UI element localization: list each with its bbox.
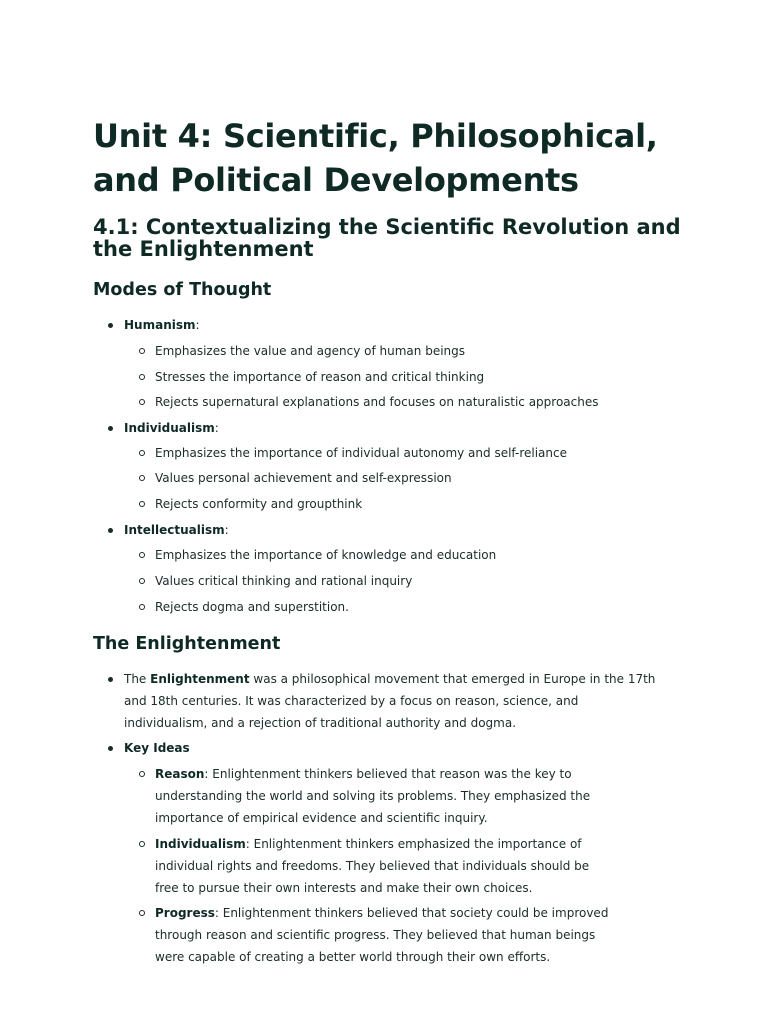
intro-pre-text: The [124, 672, 151, 686]
idea-text: : Enlightenment thinkers believed that reason was the key to understanding the world and solving its problems. They emphasized the importance of empirical evidence and scientific inquiry. [155, 767, 591, 825]
list-subitem: Rejects conformity and groupthink [155, 493, 362, 515]
key-idea-reason [155, 763, 610, 829]
term-humanism: Humanism [124, 318, 196, 332]
list-item-key-ideas [124, 737, 190, 759]
intro-body-text: was a philosophical movement that emerged in Europe in the 17th and 18th centuries. It was characterized by a focus on reason, science, and individualism, and a rejection of traditional authority and dogma. [124, 672, 656, 730]
list-subitem: Values personal achievement and self-expression [155, 467, 452, 489]
list-item-humanism: Humanism: [124, 314, 200, 336]
list-subitem: Stresses the importance of reason and critical thinking [155, 366, 484, 388]
key-ideas-label: Key Ideas [124, 741, 190, 755]
term-intellectualism: Intellectualism [124, 523, 225, 537]
list-subitem: Emphasizes the importance of knowledge and education [155, 544, 496, 566]
term-progress: Progress [155, 906, 215, 920]
key-idea-progress [155, 902, 610, 968]
key-idea-individualism [155, 833, 610, 899]
list-item-enlightenment-intro [124, 668, 659, 734]
term-individualism-idea: Individualism [155, 837, 246, 851]
list-subitem: Values critical thinking and rational inquiry [155, 570, 412, 592]
list-item-individualism: Individualism: [124, 417, 219, 439]
list-subitem: Emphasizes the value and agency of human beings [155, 340, 465, 362]
enlightenment-heading: The Enlightenment [93, 634, 281, 654]
list-subitem: Rejects supernatural explanations and focuses on naturalistic approaches [155, 391, 598, 413]
modes-heading: Modes of Thought [93, 280, 272, 300]
section-heading: 4.1: Contextualizing the Scientific Revolution and the Enlightenment [93, 215, 681, 261]
idea-text: : Enlightenment thinkers emphasized the importance of individual rights and freedoms. They believed that individuals should be free to pursue their own interests and make their own choices. [155, 837, 590, 895]
term-reason: Reason [155, 767, 205, 781]
idea-text: : Enlightenment thinkers believed that society could be improved through reason and scientific progress. They believed that human beings were capable of creating a better world through their own efforts. [155, 906, 609, 964]
list-subitem: Rejects dogma and superstition. [155, 596, 349, 618]
page-title: Unit 4: Scientific, Philosophical, and Political Developments [93, 117, 658, 199]
list-item-intellectualism: Intellectualism: [124, 519, 229, 541]
list-subitem: Emphasizes the importance of individual autonomy and self-reliance [155, 442, 567, 464]
term-enlightenment: Enlightenment [150, 672, 250, 686]
term-individualism: Individualism [124, 421, 215, 435]
